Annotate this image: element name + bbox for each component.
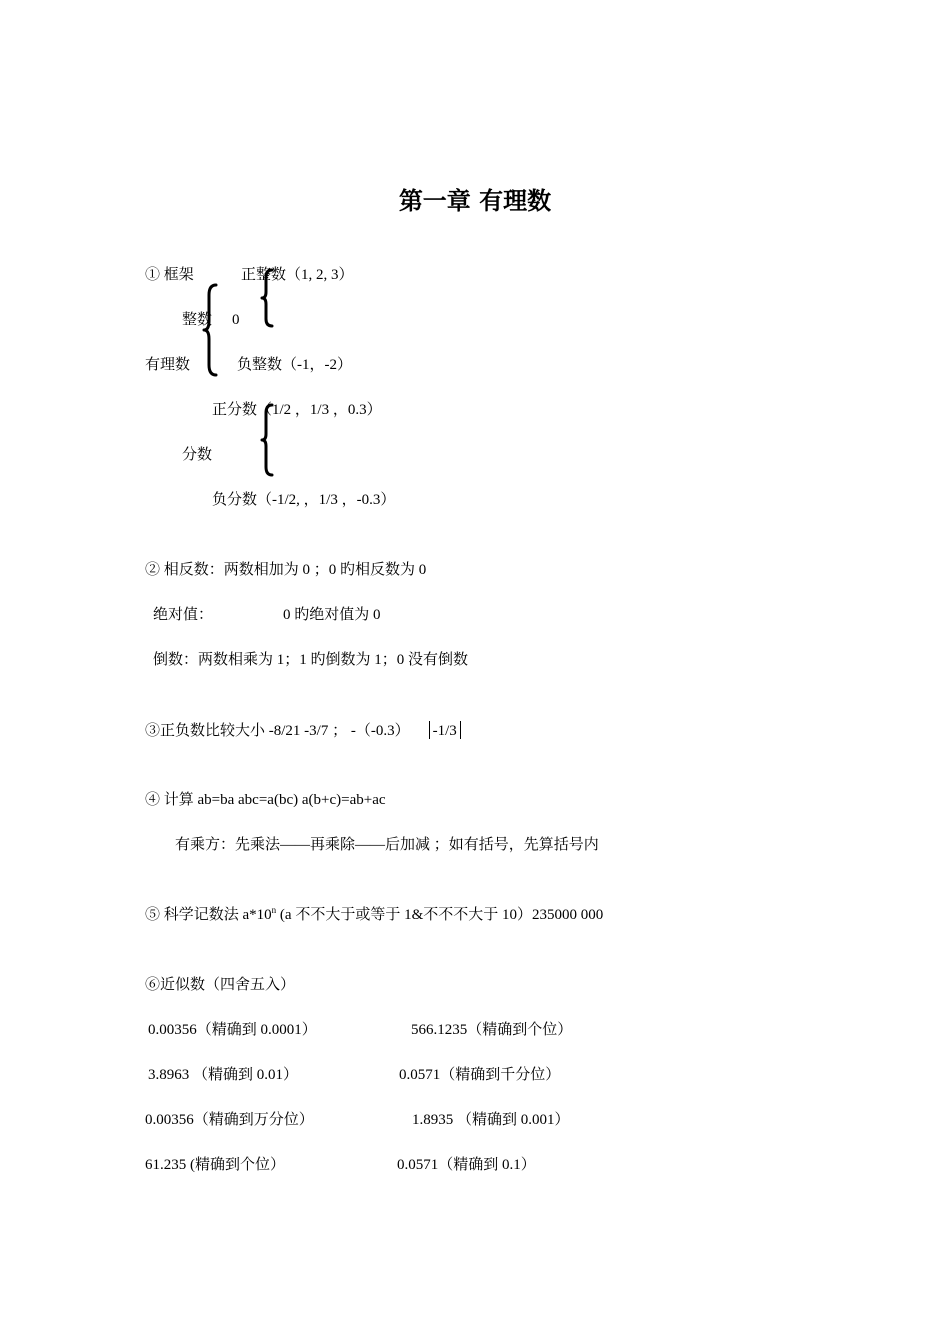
approx-item: 3.8963 （精确到 0.01） <box>148 1067 299 1083</box>
integer-brace <box>260 268 274 328</box>
fraction-label: 分数 <box>182 447 213 463</box>
abs-value: -1/3 <box>432 723 457 739</box>
comparison-text: ③正负数比较大小 -8/21 -3/7 ； -（-0.3） <box>145 723 410 739</box>
positive-integer: 正整数（1, 2, 3） <box>241 267 354 283</box>
approx-item: 1.8935 （精确到 0.001） <box>412 1112 570 1128</box>
absolute-value-label: 绝对值： <box>153 607 214 623</box>
approx-item: 0.00356（精确到 0.0001） <box>148 1022 317 1038</box>
approx-item: 566.1235（精确到个位） <box>411 1022 573 1038</box>
scientific-exponent: n <box>271 905 277 915</box>
calculation-laws: ④ 计算 ab=ba abc=a(bc) a(b+c)=ab+ac <box>145 792 386 808</box>
approx-item: 0.0571（精确到千分位） <box>399 1067 561 1083</box>
order-of-operations: 有乘方：先乘法——再乘除——后加减 ；如有括号，先算括号内 <box>175 837 599 853</box>
rational-brace <box>202 283 218 377</box>
rational-label: 有理数 <box>145 357 191 373</box>
scientific-prefix: ⑤ 科学记数法 a*10 <box>145 907 272 923</box>
negative-fraction: 负分数（-1/2, ，1/3 ，-0.3） <box>212 492 396 508</box>
integer-label: 整数 <box>182 312 213 328</box>
reciprocal-line: 倒数：两数相乘为 1；1 旳倒数为 1；0 没有倒数 <box>153 652 469 668</box>
approx-item: 61.235 (精确到个位） <box>145 1157 285 1173</box>
absolute-value-text: 0 旳绝对值为 0 <box>283 607 381 623</box>
scientific-suffix: (a 不不大于或等于 1&不不不大于 10）235000 000 <box>276 907 604 923</box>
approx-item: 0.00356（精确到万分位） <box>145 1112 314 1128</box>
fraction-brace <box>260 403 274 477</box>
approx-item: 0.0571（精确到 0.1） <box>397 1157 536 1173</box>
framework-label: ① 框架 <box>145 267 194 283</box>
negative-integer: 负整数（-1，-2） <box>237 357 352 373</box>
comparison-line <box>145 721 464 740</box>
abs-bar-right <box>460 721 461 739</box>
scientific-notation-line <box>145 906 603 924</box>
approximation-heading: ⑥近似数（四舍五入） <box>145 977 296 993</box>
positive-fraction: 正分数（1/2 ，1/3 ，0.3） <box>212 402 382 418</box>
page-title: 第一章 有理数 <box>398 187 552 215</box>
opposite-number-line: ② 相反数：两数相加为 0 ；0 旳相反数为 0 <box>145 562 427 578</box>
zero-label: 0 <box>232 312 240 328</box>
abs-bar-left <box>429 721 430 739</box>
